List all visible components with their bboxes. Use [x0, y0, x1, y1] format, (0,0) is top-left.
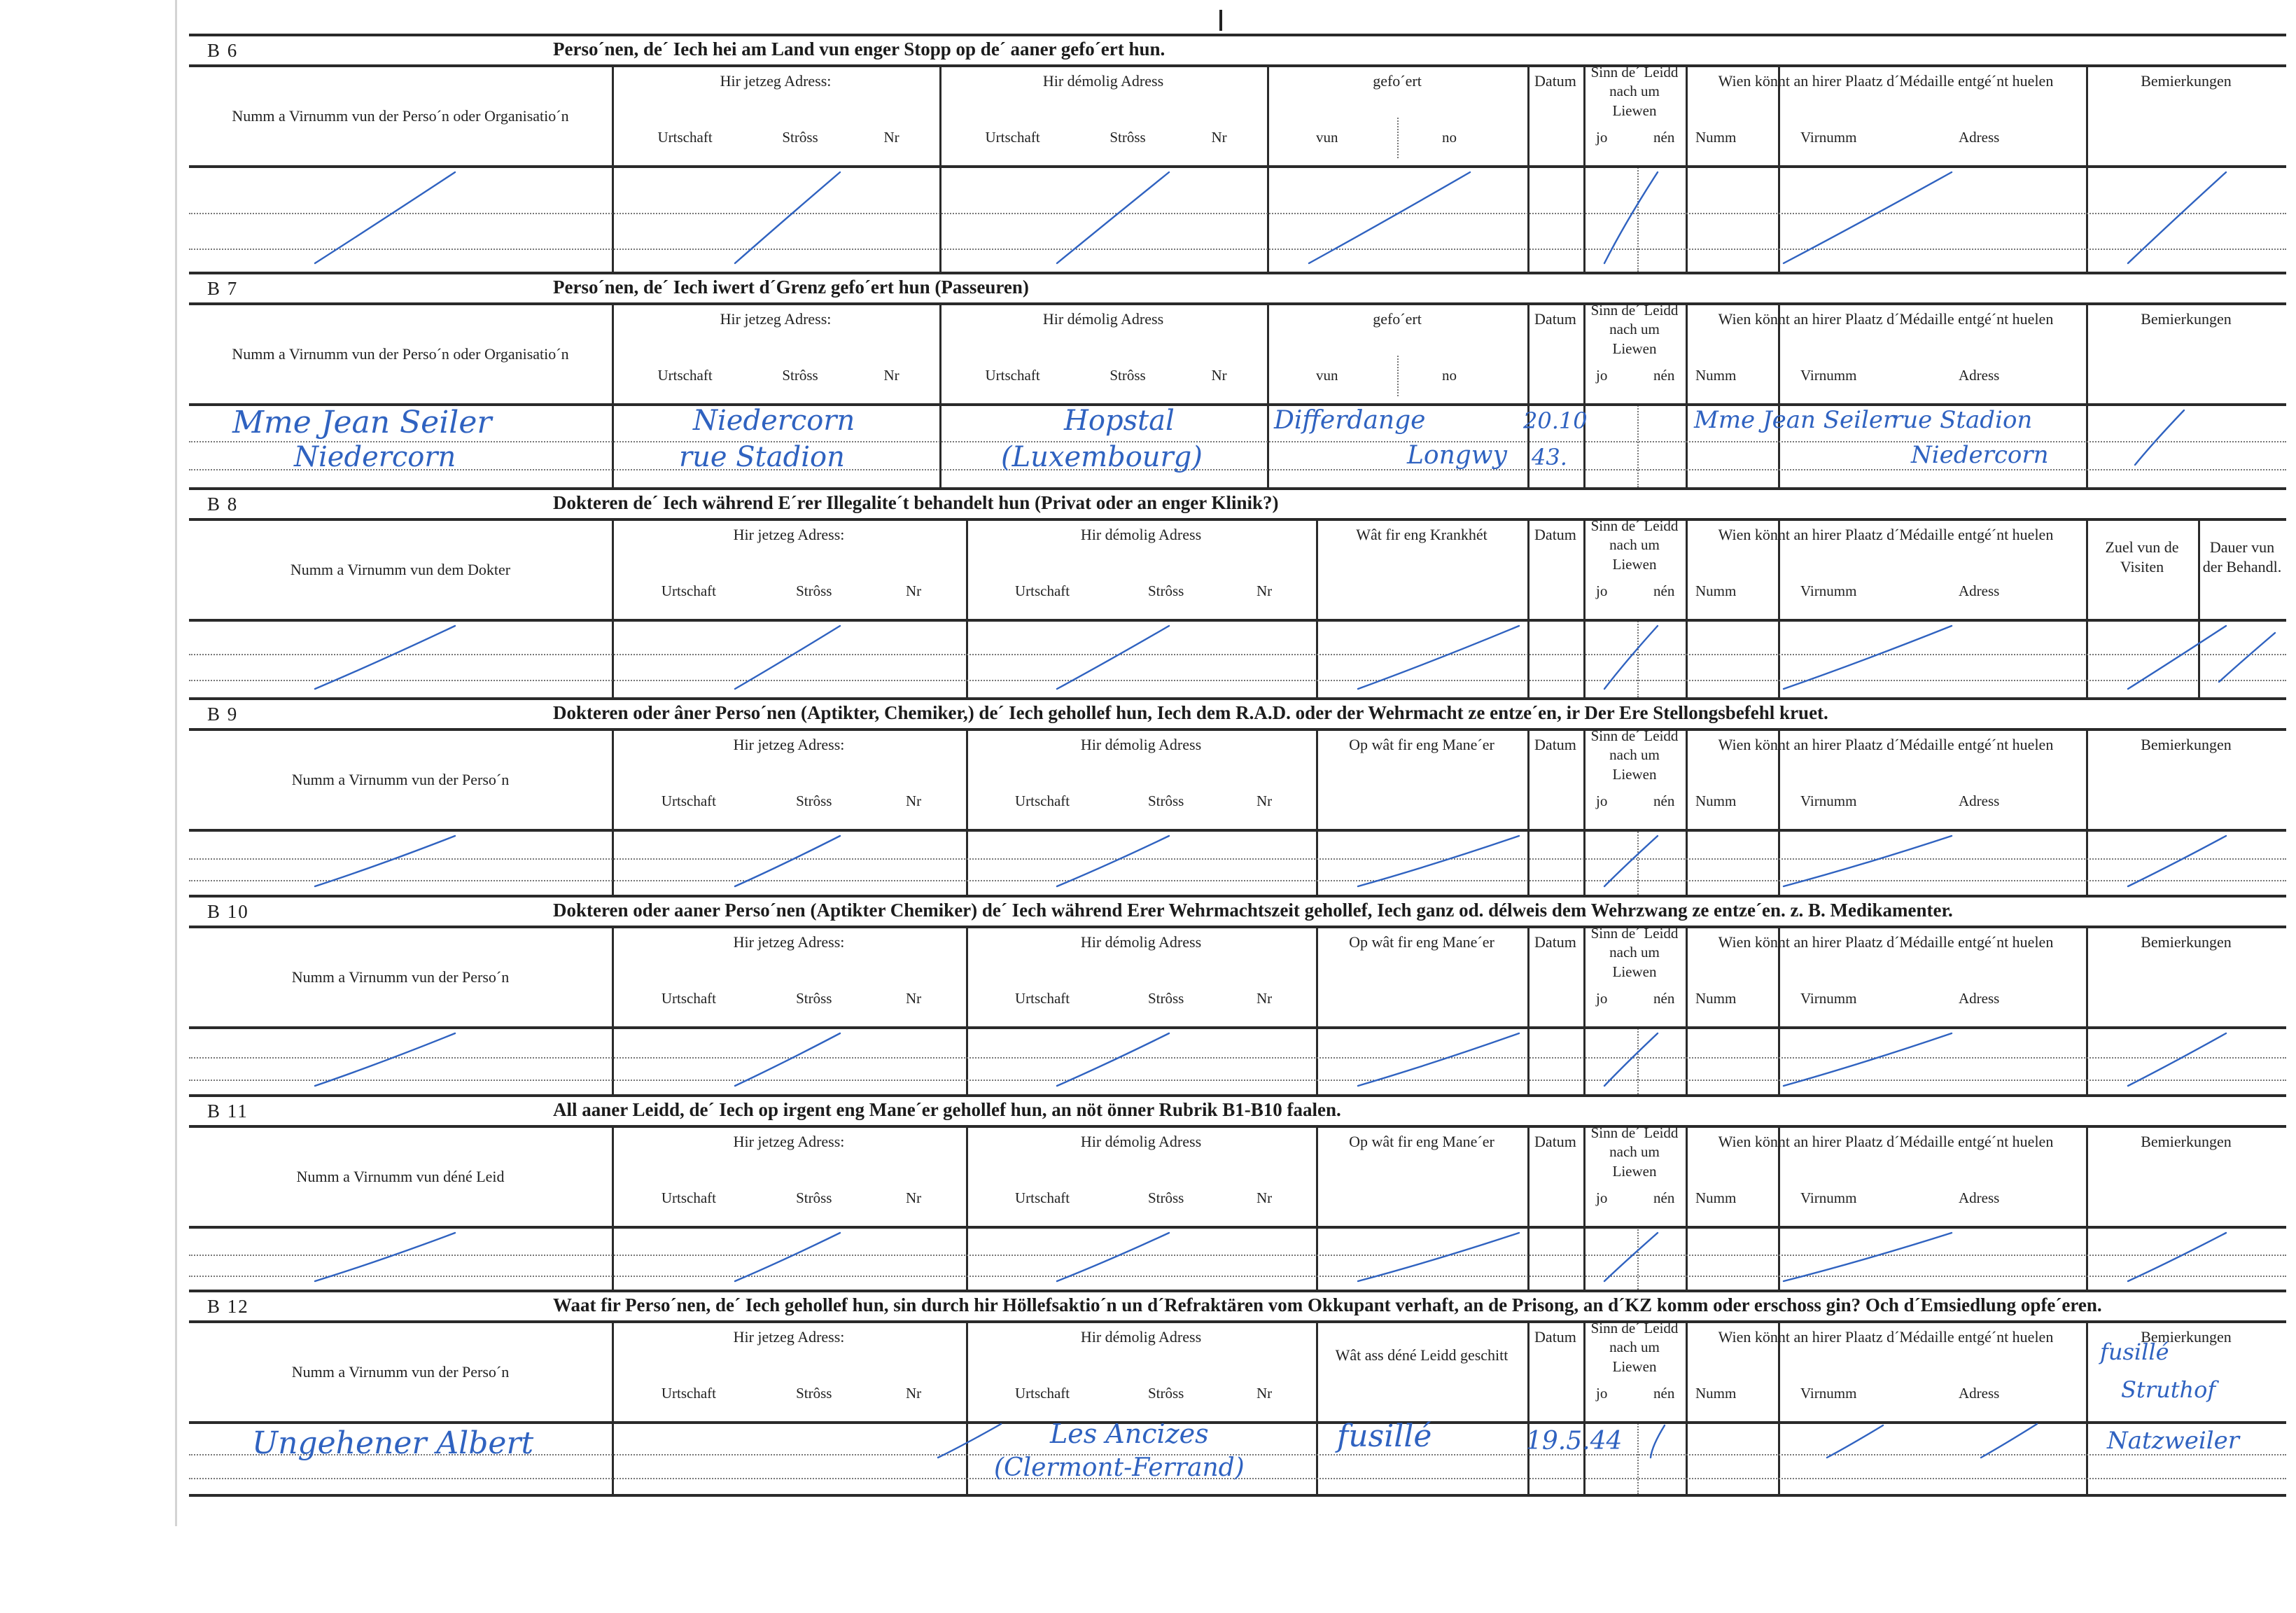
section-title: Perso´nen, de´ Iech iwert d´Grenz gefo´ert hun (Passeuren): [553, 277, 1029, 298]
column-divider: [939, 302, 941, 487]
medal-name-label: Numm: [1695, 129, 1737, 146]
handwritten-former-country: (Luxembourg): [1001, 441, 1203, 473]
duration-column-header: Dauer vun der Behandl.: [2202, 538, 2282, 575]
former-nr-label: Nr: [1256, 792, 1273, 809]
section-grid: [189, 1125, 2286, 1290]
section-b6: [189, 34, 2286, 272]
former-street-label: Strôss: [1148, 1189, 1184, 1206]
handwritten-name: Ungehener Albert: [252, 1425, 534, 1461]
medal-address-label: Adress: [1959, 990, 2000, 1007]
column-divider: [1583, 926, 1586, 1094]
label-row-rule: [189, 165, 2286, 168]
section-b11: [189, 1094, 2286, 1290]
section-code: B 9: [207, 704, 239, 725]
section-code: B 12: [207, 1296, 249, 1317]
yes-label: jo: [1596, 1189, 1608, 1206]
label-row-rule: [189, 619, 2286, 622]
cancel-stroke: [1977, 1420, 2040, 1461]
from-label: vun: [1316, 129, 1338, 146]
label-row-rule: [189, 1421, 2286, 1424]
cancel-stroke: [1054, 1229, 1172, 1285]
section-title: Waat fir Perso´nen, de´ Iech gehollef hun, sin durch hir Höllefsaktio´n un d´Refraktären vom Okkupant verhaft, an de Prisong, an d´KZ komm oder erschoss gin? Och d´Emsiedlung opfe´eren.: [553, 1294, 2102, 1315]
medal-column-header: Wien könnt an hirer Plaatz d´Médaille entgé´nt huelen: [1718, 1328, 2054, 1346]
current-street-label: Strôss: [782, 367, 818, 384]
former-town-label: Urtschaft: [1015, 990, 1070, 1007]
writing-line: [189, 1080, 2286, 1081]
former-nr-label: Nr: [1256, 990, 1273, 1007]
remarks-column-header: Bemierkungen: [2141, 1133, 2232, 1150]
column-divider: [612, 302, 614, 487]
cancel-stroke: [732, 832, 844, 890]
date-column-header: Datum: [1534, 933, 1576, 951]
column-divider: [1267, 302, 1269, 487]
handwritten-remark-3: Natzweiler: [2107, 1427, 2239, 1455]
current-street-label: Strôss: [796, 1189, 832, 1206]
yes-no-divider: [1637, 1421, 1639, 1494]
cancel-stroke: [1780, 169, 1955, 267]
column-divider: [1316, 1125, 1318, 1290]
no-label: nén: [1653, 129, 1675, 146]
label-row-rule: [189, 1226, 2286, 1229]
column-divider: [1316, 728, 1318, 895]
current-street-label: Strôss: [796, 1385, 832, 1402]
column-divider: [1316, 926, 1318, 1094]
section-header: [189, 1094, 2286, 1128]
date-column-header: Datum: [1534, 310, 1576, 328]
medal-firstname-label: Virnumm: [1800, 1189, 1857, 1206]
medal-name-label: Numm: [1695, 582, 1737, 599]
former-address-header: Hir démolig Adress: [1080, 736, 1202, 753]
current-address-header: Hir jetzeg Adress:: [733, 1328, 845, 1346]
no-label: nén: [1653, 792, 1675, 809]
handwritten-remark-1: fusillé: [2100, 1339, 2169, 1365]
handwritten-name-town: Niedercorn: [294, 441, 456, 473]
alive-column-header: Sinn de´ Leidd nach um Liewen: [1590, 727, 1679, 783]
alive-column-header: Sinn de´ Leidd nach um Liewen: [1590, 302, 1679, 357]
cancel-stroke: [1354, 832, 1522, 890]
handwritten-medal-town: Niedercorn: [1911, 441, 2049, 469]
column-divider: [1583, 302, 1586, 487]
section-b12: [189, 1290, 2286, 1494]
alive-column-header: Sinn de´ Leidd nach um Liewen: [1590, 925, 1679, 980]
handwritten-current-town: Niedercorn: [693, 405, 855, 437]
former-nr-label: Nr: [1211, 129, 1227, 146]
alive-column-header: Sinn de´ Leidd nach um Liewen: [1590, 1320, 1679, 1375]
writing-line: [189, 680, 2286, 681]
handwritten-name: Mme Jean Seiler: [232, 405, 492, 440]
section-title: All aaner Leidd, de´ Iech op irgent eng Mane´er gehollef hun, an nöt önner Rubrik B1-B10 faalen.: [553, 1099, 1341, 1120]
cancel-stroke: [1647, 1422, 1668, 1461]
former-nr-label: Nr: [1211, 367, 1227, 384]
current-street-label: Strôss: [796, 792, 832, 809]
yes-no-divider: [1637, 403, 1639, 487]
section-b8: [189, 487, 2286, 697]
section-header: [189, 34, 2286, 67]
alive-column-header: Sinn de´ Leidd nach um Liewen: [1590, 1124, 1679, 1180]
former-address-header: Hir démolig Adress: [1042, 310, 1164, 328]
writing-line: [189, 858, 2286, 860]
remarks-column-header: Bemierkungen: [2141, 736, 2232, 753]
cancel-stroke: [732, 622, 844, 692]
cancel-stroke: [2124, 1229, 2230, 1285]
from-label: vun: [1316, 367, 1338, 384]
current-town-label: Urtschaft: [661, 1385, 716, 1402]
cancel-stroke: [1601, 1229, 1661, 1285]
column-divider: [1267, 64, 1269, 272]
column-divider: [1527, 518, 1530, 697]
cancel-stroke: [732, 1229, 844, 1285]
cancel-stroke: [2124, 832, 2230, 890]
medal-address-label: Adress: [1959, 1385, 2000, 1402]
former-nr-label: Nr: [1256, 1189, 1273, 1206]
remarks-column-header: Bemierkungen: [2141, 310, 2232, 328]
section-title: Dokteren de´ Iech während E´rer Illegalite´t behandelt hun (Privat oder an enger Klinik?): [553, 492, 1279, 513]
writing-line: [189, 1057, 2286, 1059]
medal-column-header: Wien könnt an hirer Plaatz d´Médaille entgé´nt huelen: [1718, 933, 2054, 951]
to-label: no: [1442, 367, 1457, 384]
section-b7: [189, 272, 2286, 487]
cancel-stroke: [1354, 1229, 1522, 1285]
remarks-column-header: Bemierkungen: [2141, 72, 2232, 90]
handwritten-current-street: rue Stadion: [679, 441, 845, 473]
section-code: B 8: [207, 494, 239, 515]
cancel-stroke: [2132, 407, 2188, 468]
date-column-header: Datum: [1534, 1133, 1576, 1150]
former-town-label: Urtschaft: [1015, 792, 1070, 809]
current-town-label: Urtschaft: [661, 1189, 716, 1206]
cancel-stroke: [1354, 622, 1522, 692]
alive-column-header: Sinn de´ Leidd nach um Liewen: [1590, 64, 1679, 119]
medal-firstname-label: Virnumm: [1800, 367, 1857, 384]
cancel-stroke: [312, 169, 458, 267]
name-column-header: Numm a Virnumm vun der Perso´n: [291, 968, 510, 986]
column-divider: [612, 64, 614, 272]
yes-label: jo: [1596, 1385, 1608, 1402]
cancel-stroke: [732, 169, 844, 267]
scan-edge-line: [175, 0, 177, 1526]
current-nr-label: Nr: [905, 582, 922, 599]
medal-address-label: Adress: [1959, 1189, 2000, 1206]
cancel-stroke: [1780, 622, 1955, 692]
former-town-label: Urtschaft: [985, 367, 1040, 384]
former-address-header: Hir démolig Adress: [1080, 1328, 1202, 1346]
current-town-label: Urtschaft: [661, 582, 716, 599]
former-address-header: Hir démolig Adress: [1080, 526, 1202, 543]
section-code: B 10: [207, 901, 249, 922]
former-address-header: Hir démolig Adress: [1042, 72, 1164, 90]
medal-column-header: Wien könnt an hirer Plaatz d´Médaille entgé´nt huelen: [1718, 1133, 2054, 1150]
cancel-stroke: [732, 1030, 844, 1089]
no-label: nén: [1653, 1385, 1675, 1402]
cancel-stroke: [2124, 1030, 2230, 1089]
date-column-header: Datum: [1534, 1328, 1576, 1346]
cancel-stroke: [1601, 169, 1661, 267]
section-header: [189, 697, 2286, 731]
writing-line: [189, 1276, 2286, 1277]
detail-column-header: Op wât fir eng Mane´er: [1349, 736, 1494, 753]
section-title: Dokteren oder aaner Perso´nen (Aptikter Chemiker) de´ Iech während Erer Wehrmachtszeit gehollef, Iech ganz od. délweis dem Wehrzwang ze entze´en. z. B. Medikamenter.: [553, 900, 1953, 921]
former-town-label: Urtschaft: [985, 129, 1040, 146]
handwritten-from: Differdange: [1274, 406, 1426, 435]
current-nr-label: Nr: [905, 1385, 922, 1402]
cancel-stroke: [1306, 169, 1474, 267]
form-sheet: [189, 34, 2286, 1494]
cancel-stroke: [1823, 1422, 1886, 1461]
name-column-header: Numm a Virnumm vun dem Dokter: [290, 561, 511, 578]
column-divider: [612, 518, 614, 697]
section-grid: [189, 728, 2286, 895]
cancel-stroke: [312, 832, 458, 890]
yes-label: jo: [1596, 990, 1608, 1007]
current-nr-label: Nr: [883, 129, 899, 146]
detail-column-header: Op wât fir eng Mane´er: [1349, 1133, 1494, 1150]
medal-address-label: Adress: [1959, 129, 2000, 146]
section-code: B 11: [207, 1101, 248, 1122]
section-b10: [189, 895, 2286, 1094]
current-nr-label: Nr: [905, 1189, 922, 1206]
medal-name-label: Numm: [1695, 1385, 1737, 1402]
section-header: [189, 272, 2286, 305]
section-code: B 7: [207, 278, 239, 299]
medal-name-label: Numm: [1695, 990, 1737, 1007]
yes-label: jo: [1596, 792, 1608, 809]
cancel-stroke: [2216, 629, 2278, 685]
current-nr-label: Nr: [883, 367, 899, 384]
to-label: no: [1442, 129, 1457, 146]
cancel-stroke: [1054, 832, 1172, 890]
column-divider: [1316, 1320, 1318, 1494]
writing-line: [189, 1255, 2286, 1256]
yes-label: jo: [1596, 582, 1608, 599]
current-town-label: Urtschaft: [657, 367, 713, 384]
remarks-column-header: Bemierkungen: [2141, 1328, 2232, 1346]
cancel-stroke: [1054, 169, 1172, 267]
column-divider: [966, 518, 968, 697]
medal-column-header: Wien könnt an hirer Plaatz d´Médaille entgé´nt huelen: [1718, 72, 2054, 90]
cancel-stroke: [312, 622, 458, 692]
cancel-stroke: [2124, 169, 2230, 267]
cancel-stroke: [1601, 622, 1661, 692]
current-address-header: Hir jetzeg Adress:: [733, 736, 845, 753]
writing-line: [189, 249, 2286, 250]
medal-column-header: Wien könnt an hirer Plaatz d´Médaille entgé´nt huelen: [1718, 736, 2054, 753]
column-divider: [2086, 302, 2088, 487]
medal-column-header: Wien könnt an hirer Plaatz d´Médaille entgé´nt huelen: [1718, 310, 2054, 328]
column-divider: [1686, 926, 1688, 1094]
former-address-header: Hir démolig Adress: [1080, 1133, 1202, 1150]
current-address-header: Hir jetzeg Adress:: [733, 933, 845, 951]
column-divider: [1316, 518, 1318, 697]
name-column-header: Numm a Virnumm vun der Perso´n oder Organisatio´n: [232, 345, 569, 363]
column-divider: [2086, 64, 2088, 272]
former-town-label: Urtschaft: [1015, 1385, 1070, 1402]
no-label: nén: [1653, 990, 1675, 1007]
column-divider: [1686, 1125, 1688, 1290]
former-street-label: Strôss: [1148, 792, 1184, 809]
column-divider: [1583, 64, 1586, 272]
cancel-stroke: [312, 1229, 458, 1285]
cancel-stroke: [1054, 622, 1172, 692]
column-divider: [1686, 1320, 1688, 1494]
date-column-header: Datum: [1534, 736, 1576, 753]
current-town-label: Urtschaft: [661, 792, 716, 809]
former-nr-label: Nr: [1256, 1385, 1273, 1402]
column-divider: [1686, 518, 1688, 697]
yes-label: jo: [1596, 129, 1608, 146]
name-column-header: Numm a Virnumm vun der Perso´n: [291, 1363, 510, 1381]
section-header: [189, 895, 2286, 928]
medal-firstname-label: Virnumm: [1800, 582, 1857, 599]
current-address-header: Hir jetzeg Adress:: [720, 72, 832, 90]
medal-address-label: Adress: [1959, 582, 2000, 599]
current-town-label: Urtschaft: [661, 990, 716, 1007]
section-title: Dokteren oder âner Perso´nen (Aptikter, Chemiker,) de´ Iech gehollef hun, Iech dem R.A.D. oder der Wehrmacht ze entze´en, ir Der Ere Stellongsbefehl kruet.: [553, 702, 1828, 723]
handwritten-medal-name: Mme Jean Seiler: [1694, 406, 1895, 434]
label-row-rule: [189, 1026, 2286, 1029]
handwritten-former-town: Les Ancizes: [1050, 1418, 1209, 1449]
current-address-header: Hir jetzeg Adress:: [733, 1133, 845, 1150]
handwritten-remark-2: Struthof: [2121, 1376, 2216, 1403]
cancel-stroke: [934, 1420, 1004, 1461]
name-column-header: Numm a Virnumm vun der Perso´n: [291, 771, 510, 788]
medal-name-label: Numm: [1695, 792, 1737, 809]
column-divider: [1686, 728, 1688, 895]
current-address-header: Hir jetzeg Adress:: [720, 310, 832, 328]
section-code: B 6: [207, 40, 239, 61]
column-divider: [1583, 1320, 1586, 1494]
detail-column-header: Op wât fir eng Mane´er: [1349, 933, 1494, 951]
medal-address-label: Adress: [1959, 792, 2000, 809]
medal-name-label: Numm: [1695, 367, 1737, 384]
detail-column-header: Wât ass déné Leidd geschitt: [1335, 1346, 1508, 1364]
handwritten-date: 20.10: [1523, 407, 1588, 434]
cancel-stroke: [1780, 1229, 1955, 1285]
alive-column-header: Sinn de´ Leidd nach um Liewen: [1590, 517, 1679, 573]
former-town-label: Urtschaft: [1015, 1189, 1070, 1206]
medal-firstname-label: Virnumm: [1800, 990, 1857, 1007]
handwritten-date: 19.5.44: [1526, 1427, 1623, 1455]
name-column-header: Numm a Virnumm vun déné Leid: [296, 1168, 505, 1185]
former-nr-label: Nr: [1256, 582, 1273, 599]
column-divider: [1583, 1125, 1586, 1290]
handwritten-to: Longwy: [1407, 441, 1507, 470]
no-label: nén: [1653, 367, 1675, 384]
former-street-label: Strôss: [1148, 990, 1184, 1007]
cancel-stroke: [1780, 832, 1955, 890]
medal-name-label: Numm: [1695, 1189, 1737, 1206]
former-street-label: Strôss: [1110, 129, 1146, 146]
handwritten-former-region: (Clermont-Ferrand): [994, 1453, 1245, 1482]
column-divider: [939, 64, 941, 272]
no-label: nén: [1653, 1189, 1675, 1206]
name-column-header: Numm a Virnumm vun der Perso´n oder Organisatio´n: [232, 107, 569, 125]
column-divider: [1527, 64, 1530, 272]
former-street-label: Strôss: [1148, 1385, 1184, 1402]
current-street-label: Strôss: [796, 582, 832, 599]
current-street-label: Strôss: [782, 129, 818, 146]
former-address-header: Hir démolig Adress: [1080, 933, 1202, 951]
medal-column-header: Wien könnt an hirer Plaatz d´Médaille entgé´nt huelen: [1718, 526, 2054, 543]
date-column-header: Datum: [1534, 526, 1576, 543]
cancel-stroke: [312, 1030, 458, 1089]
column-divider: [1686, 64, 1688, 272]
writing-line: [189, 880, 2286, 881]
detail-column-header: gefo´ert: [1373, 310, 1422, 328]
cancel-stroke: [2124, 622, 2230, 692]
handwritten-former-town: Hopstal: [1064, 405, 1175, 437]
medal-firstname-label: Virnumm: [1800, 129, 1857, 146]
section-grid: [189, 926, 2286, 1094]
no-label: nén: [1653, 582, 1675, 599]
section-grid: [189, 64, 2286, 272]
yes-label: jo: [1596, 367, 1608, 384]
section-title: Perso´nen, de´ Iech hei am Land vun enger Stopp op de´ aaner gefo´ert hun.: [553, 39, 1166, 60]
section-header: [189, 1290, 2286, 1323]
section-header: [189, 487, 2286, 521]
medal-address-label: Adress: [1959, 367, 2000, 384]
current-nr-label: Nr: [905, 990, 922, 1007]
column-divider: [1583, 728, 1586, 895]
medal-firstname-label: Virnumm: [1800, 1385, 1857, 1402]
cancel-stroke: [1780, 1030, 1955, 1089]
former-town-label: Urtschaft: [1015, 582, 1070, 599]
remarks-column-header: Bemierkungen: [2141, 933, 2232, 951]
handwritten-what-happened: fusillé: [1337, 1418, 1432, 1454]
current-town-label: Urtschaft: [657, 129, 713, 146]
detail-column-header: Wât fir eng Krankhét: [1356, 526, 1488, 543]
column-divider: [1583, 518, 1586, 697]
cancel-stroke: [1054, 1030, 1172, 1089]
current-nr-label: Nr: [905, 792, 922, 809]
from-to-divider: [1397, 118, 1399, 158]
date-column-header: Datum: [1534, 72, 1576, 90]
section-grid: [189, 518, 2286, 697]
handwritten-date-year: 43.: [1532, 444, 1567, 470]
current-address-header: Hir jetzeg Adress:: [733, 526, 845, 543]
column-divider: [2086, 518, 2088, 697]
writing-line: [189, 654, 2286, 655]
section-b9: [189, 697, 2286, 895]
current-street-label: Strôss: [796, 990, 832, 1007]
visits-column-header: Zuel vun de Visiten: [2105, 538, 2179, 575]
column-divider: [1527, 302, 1530, 487]
label-row-rule: [189, 829, 2286, 832]
cancel-stroke: [1601, 1030, 1661, 1089]
former-street-label: Strôss: [1110, 367, 1146, 384]
fold-mark: [1219, 10, 1222, 31]
sheet-bottom-rule: [189, 1494, 2286, 1497]
medal-firstname-label: Virnumm: [1800, 792, 1857, 809]
handwritten-medal-street: rue Stadion: [1891, 406, 2033, 434]
cancel-stroke: [1601, 832, 1661, 890]
detail-column-header: gefo´ert: [1373, 72, 1422, 90]
column-divider: [1778, 302, 1780, 487]
former-street-label: Strôss: [1148, 582, 1184, 599]
writing-line: [189, 469, 2286, 470]
cancel-stroke: [1354, 1030, 1522, 1089]
writing-line: [189, 213, 2286, 214]
from-to-divider: [1397, 356, 1399, 396]
column-divider: [1686, 302, 1688, 487]
